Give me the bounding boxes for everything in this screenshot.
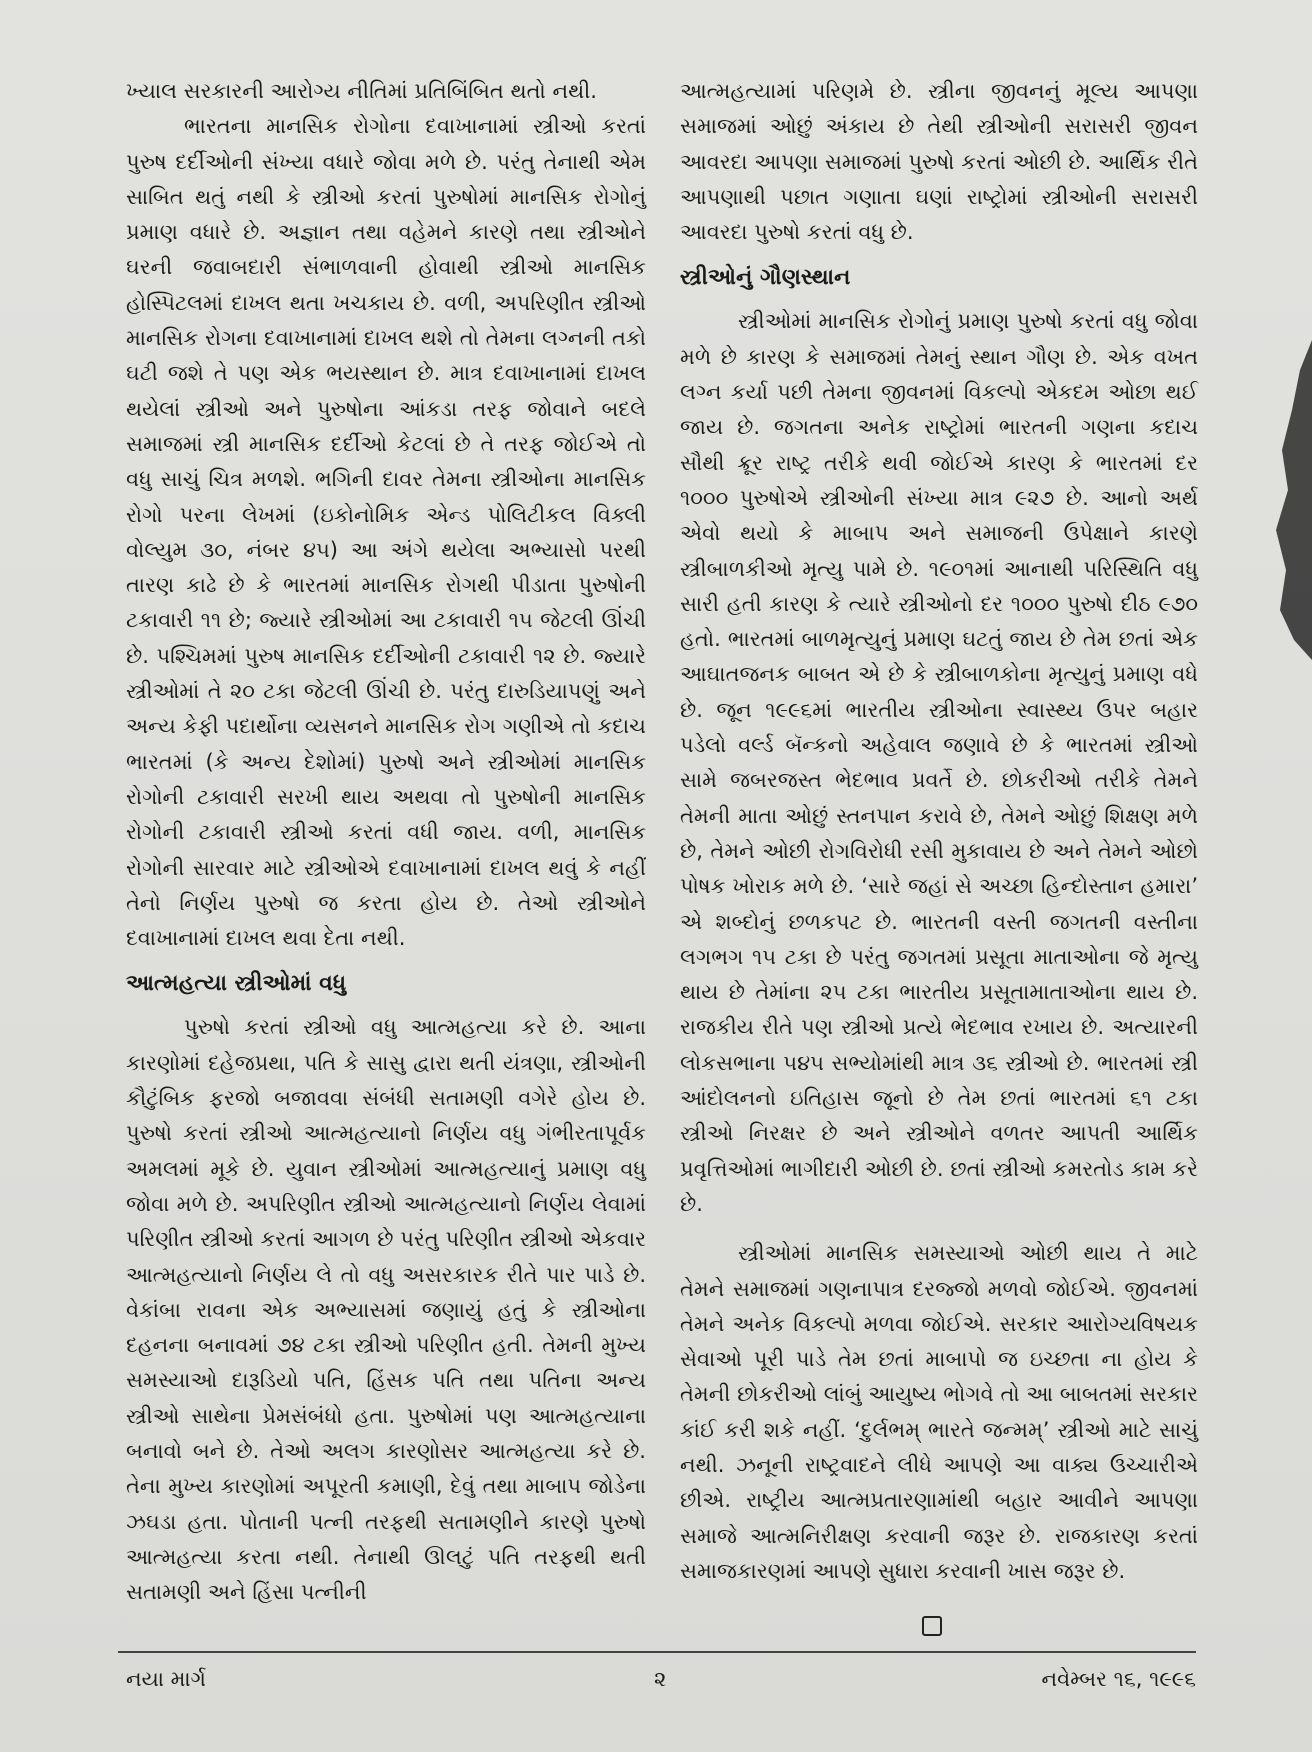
end-of-article-mark [922,1616,942,1636]
footer-page-number: ૨ [654,1667,667,1691]
paragraph: ખ્યાલ સરકારની આરોગ્ય નીતિમાં પ્રતિબિંબિત થતો નથી. [126,79,597,103]
paragraph: આત્મહત્યામાં પરિણમે છે. સ્ત્રીના જીવનનું મૂલ્ય આપણા સમાજમાં ઓછું અંકાય છે તેથી સ્ત્રીઓની સરાસરી જીવન આવરદા આપણા સમાજમાં પુરુષો કરતાં ઓછી છે. આર્થિક રીતે આપણાથી પછાત ગણાતા ઘણાં રાષ્ટ્રોમાં સ્ત્રીઓની સરાસરી આવરદા પુરુષો કરતાં વધુ છે. [680,79,1198,245]
section-heading: આત્મહત્યા સ્ત્રીઓમાં વધુ [126,971,347,997]
footer-divider [118,1651,1196,1653]
paragraph: સ્ત્રીઓમાં માનસિક સમસ્યાઓ ઓછી થાય તે માટે તેમને સમાજમાં ગણનાપાત્ર દરજ્જો મળવો જોઈએ. જીવનમાં તેમને અનેક વિકલ્પો મળવા જોઈએ. સરકાર આરોગ્યવિષયક સેવાઓ પૂરી પાડે તેમ છતાં માબાપો જ ઇચ્છતા ના હોય કે તેમની છોકરીઓ લાંબું આયુષ્ય ભોગવે તો આ બાબતમાં સરકાર કાંઈ કરી શકે નહીં. ‘દુર્લભમ્ ભારતે જન્મમ્’ સ્ત્રીઓ માટે સાચું નથી. ઝનૂની રાષ્ટ્રવાદને લીધે આપણે આ વાક્ય ઉચ્ચારીએ છીએ. રાષ્ટ્રીય આત્મપ્રતારણામાંથી બહાર આવીને આપણા સમાજે આત્મનિરીક્ષણ કરવાની જરૂર છે. રાજકારણ કરતાં સમાજકારણમાં આપણે સુધારા કરવાની ખાસ જરૂર છે. [680,1241,1198,1583]
footer-publication: નયા માર્ગ [126,1667,206,1691]
left-column [126,74,646,1610]
section-heading: સ્ત્રીઓનું ગૌણસ્થાન [680,265,851,291]
paragraph: સ્ત્રીઓમાં માનસિક રોગોનું પ્રમાણ પુરુષો કરતાં વધુ જોવા મળે છે કારણ કે સમાજમાં તેમનું સ્થાન ગૌણ છે. એક વખત લગ્ન કર્યા પછી તેમના જીવનમાં વિકલ્પો એકદમ ઓછા થઈ જાય છે. જગતના અનેક રાષ્ટ્રોમાં ભારતની ગણના કદાચ સૌથી ક્રૂર રાષ્ટ્ર તરીકે થવી જોઈએ કારણ કે ભારતમાં દર ૧૦૦૦ પુરુષોએ સ્ત્રીઓની સંખ્યા માત્ર ૯૨૭ છે. આનો અર્થ એવો થયો કે માબાપ અને સમાજની ઉપેક્ષાને કારણે સ્ત્રીબાળકીઓ મૃત્યુ પામે છે. ૧૯૦૧માં આનાથી પરિસ્થિતિ વધુ સારી હતી કારણ કે ત્યારે સ્ત્રીઓનો દર ૧૦૦૦ પુરુષો દીઠ ૯૭૦ હતો. ભારતમાં બાળમૃત્યુનું પ્રમાણ ઘટતું જાય છે તેમ છતાં એક આઘાતજનક બાબત એ છે કે સ્ત્રીબાળકોના મૃત્યુનું પ્રમાણ વધે છે. જૂન ૧૯૯૬માં ભારતીય સ્ત્રીઓના સ્વાસ્થ્ય ઉપર બહાર પડેલો વર્લ્ડ બૅન્કનો અહેવાલ જણાવે છે કે ભારતમાં સ્ત્રીઓ સામે જબરજસ્ત ભેદભાવ પ્રવર્તે છે. છોકરીઓ તરીકે તેમને તેમની માતા ઓછું સ્તનપાન કરાવે છે, તેમને ઓછું શિક્ષણ મળે છે, તેમને ઓછી રોગવિરોધી રસી મુકાવાય છે અને તેમને ઓછો પોષક ખોરાક મળે છે. ‘સારે જહાં સે અચ્છા હિન્દોસ્તાન હમારા’ એ શબ્દોનું છળકપટ છે. ભારતની વસ્તી જગતની વસ્તીના લગભગ ૧૫ ટકા છે પરંતુ જગતમાં પ્રસૂતા માતાઓના જે મૃત્યુ થાય છે તેમાંના ૨૫ ટકા ભારતીય પ્રસૂતામાતાઓના થાય છે. રાજકીય રીતે પણ સ્ત્રીઓ પ્રત્યે ભેદભાવ રખાય છે. અત્યારની લોકસભાના ૫૪૫ સભ્યોમાંથી માત્ર ૩૬ સ્ત્રીઓ છે. ભારતમાં સ્ત્રી આંદોલનનો ઇતિહાસ જૂનો છે તેમ છતાં ભારતમાં ૬૧ ટકા સ્ત્રીઓ નિરક્ષર છે અને સ્ત્રીઓને વળતર આપતી આર્થિક પ્રવૃત્તિઓમાં ભાગીદારી ઓછી છે. છતાં સ્ત્રીઓ કમરતોડ કામ કરે છે. [680,309,1198,1216]
footer-date: નવેમ્બર ૧૬, ૧૯૯૬ [1041,1667,1196,1691]
paragraph: પુરુષો કરતાં સ્ત્રીઓ વધુ આત્મહત્યા કરે છે. આના કારણોમાં દહેજપ્રથા, પતિ કે સાસુ દ્વારા થતી યંત્રણા, સ્ત્રીઓની કૌટુંબિક ફરજો બજાવવા સંબંધી સતામણી વગેરે હોય છે. પુરુષો કરતાં સ્ત્રીઓ આત્મહત્યાનો નિર્ણય વધુ ગંભીરતાપૂર્વક અમલમાં મૂકે છે. યુવાન સ્ત્રીઓમાં આત્મહત્યાનું પ્રમાણ વધુ જોવા મળે છે. અપરિણીત સ્ત્રીઓ આત્મહત્યાનો નિર્ણય લેવામાં પરિણીત સ્ત્રીઓ કરતાં આગળ છે પરંતુ પરિણીત સ્ત્રીઓ એકવાર આત્મહત્યાનો નિર્ણય લે તો વધુ અસરકારક રીતે પાર પાડે છે. વેકાંબા રાવના એક અભ્યાસમાં જણાયું હતું કે સ્ત્રીઓના દહનના બનાવમાં ૭૪ ટકા સ્ત્રીઓ પરિણીત હતી. તેમની મુખ્ય સમસ્યાઓ દારૂડિયો પતિ, હિંસક પતિ તથા પતિના અન્ય સ્ત્રીઓ સાથેના પ્રેમસંબંધો હતા. પુરુષોમાં પણ આત્મહત્યાના બનાવો બને છે. તેઓ અલગ કારણોસર આત્મહત્યા કરે છે. તેના મુખ્ય કારણોમાં અપૂરતી કમાણી, દેવું તથા માબાપ જોડેના ઝઘડા હતા. પોતાની પત્ની તરફથી સતામણીને કારણે પુરુષો આત્મહત્યા કરતા નથી. તેનાથી ઊલટું પતિ તરફથી થતી સતામણી અને હિંસા પત્નીની [126,1015,646,1605]
right-column [680,74,1198,1589]
paragraph: ભારતના માનસિક રોગોના દવાખાનામાં સ્ત્રીઓ કરતાં પુરુષ દર્દીઓની સંખ્યા વધારે જોવા મળે છે. પરંતુ તેનાથી એમ સાબિત થતું નથી કે સ્ત્રીઓ કરતાં પુરુષોમાં માનસિક રોગોનું પ્રમાણ વધારે છે. અજ્ઞાન તથા વહેમને કારણે તથા સ્ત્રીઓને ઘરની જવાબદારી સંભાળવાની હોવાથી સ્ત્રીઓ માનસિક હોસ્પિટલમાં દાખલ થતા ખચકાય છે. વળી, અપરિણીત સ્ત્રીઓ માનસિક રોગના દવાખાનામાં દાખલ થશે તો તેમના લગ્નની તકો ઘટી જશે તે પણ એક ભયસ્થાન છે. માત્ર દવાખાનામાં દાખલ થયેલાં સ્ત્રીઓ અને પુરુષોના આંકડા તરફ જોવાને બદલે સમાજમાં સ્ત્રી માનસિક દર્દીઓ કેટલાં છે તે તરફ જોઈએ તો વધુ સાચું ચિત્ર મળશે. ભગિની દાવર તેમના સ્ત્રીઓના માનસિક રોગો પરના લેખમાં (ઇકોનોમિક એન્ડ પોલિટીકલ વિક્લી વોલ્યુમ ૩૦, નંબર ૪૫) આ અંગે થયેલા અભ્યાસો પરથી તારણ કાઢે છે કે ભારતમાં માનસિક રોગથી પીડાતા પુરુષોની ટકાવારી ૧૧ છે; જ્યારે સ્ત્રીઓમાં આ ટકાવારી ૧૫ જેટલી ઊંચી છે. પશ્ચિમમાં પુરુષ માનસિક દર્દીઓની ટકાવારી ૧૨ છે. જ્યારે સ્ત્રીઓમાં તે ૨૦ ટકા જેટલી ઊંચી છે. પરંતુ દારુડિયાપણું અને અન્ય કેફી પદાર્થોના વ્યસનને માનસિક રોગ ગણીએ તો કદાચ ભારતમાં (કે અન્ય દેશોમાં) પુરુષો અને સ્ત્રીઓમાં માનસિક રોગોની ટકાવારી સરખી થાય અથવા તો પુરુષોની માનસિક રોગોની ટકાવારી સ્ત્રીઓ કરતાં વધી જાય. વળી, માનસિક રોગોની સારવાર માટે સ્ત્રીઓએ દવાખાનામાં દાખલ થવું કે નહીં તેનો નિર્ણય પુરુષો જ કરતા હોય છે. તેઓ સ્ત્રીઓને દવાખાનામાં દાખલ થવા દેતા નથી. [126,114,646,951]
torn-edge-decoration [1242,340,1312,660]
